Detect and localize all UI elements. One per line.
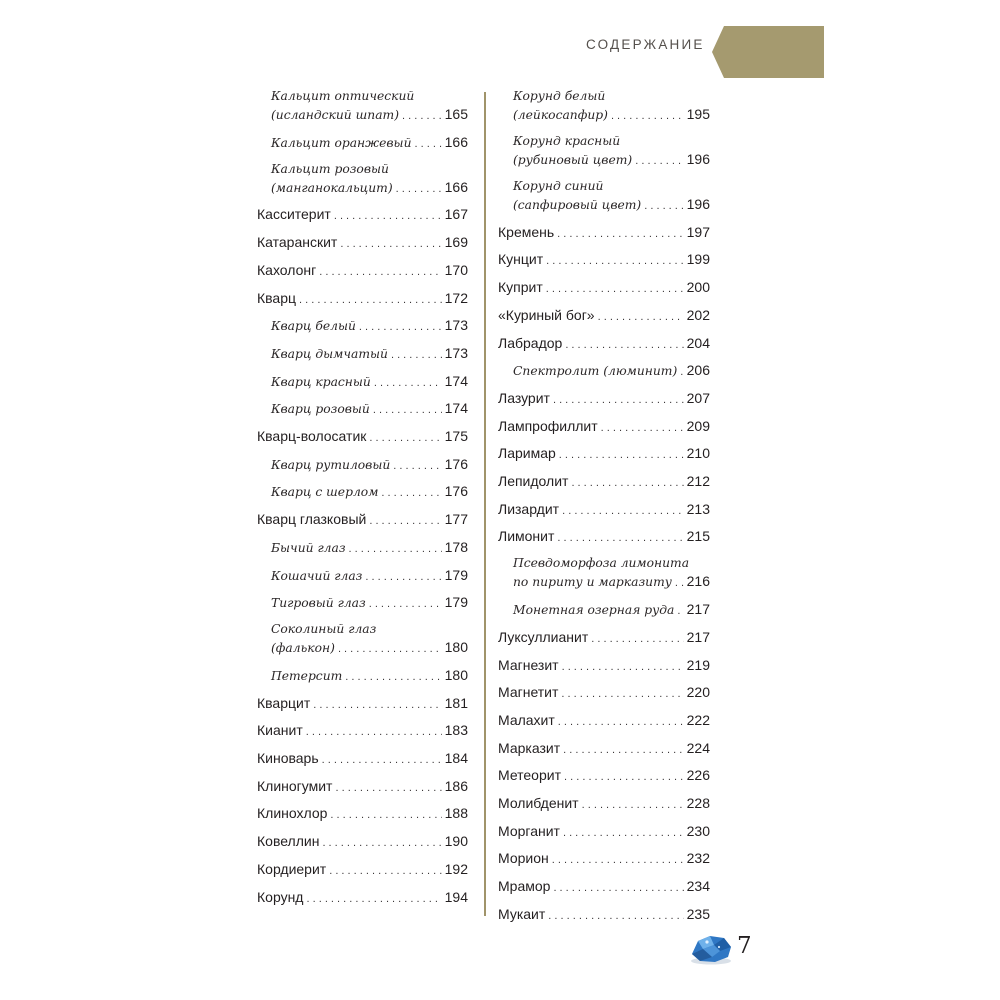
toc-entry-title: Кошачий глаз [271, 568, 363, 583]
dot-leader [611, 107, 684, 125]
toc-entry[interactable] [257, 233, 468, 253]
toc-entry-page: 184 [444, 750, 468, 766]
dot-leader [306, 723, 442, 741]
toc-entry-page: 217 [686, 601, 710, 618]
toc-entry[interactable] [498, 739, 710, 759]
blue-stone-icon [688, 932, 734, 966]
toc-entry-page: 228 [686, 795, 710, 811]
dot-leader [558, 713, 684, 731]
dot-leader [561, 685, 683, 703]
toc-entry-title: Лазурит [498, 389, 550, 406]
toc-entry-page: 194 [444, 888, 468, 905]
toc-entry-title: Кальцит оранжевый [271, 135, 412, 150]
toc-entry-title: Кварц с шерлом [271, 485, 379, 500]
toc-entry-title: Луксуллианит [498, 628, 589, 645]
dot-leader [319, 263, 441, 281]
toc-entry-line1: Корунд красный [513, 134, 621, 148]
toc-entry-title: Спектролит (люминит) [513, 364, 678, 379]
toc-entry[interactable] [257, 804, 468, 824]
toc-entry-page: 197 [686, 223, 710, 240]
dot-leader [396, 180, 442, 198]
toc-entry-line1: Корунд синий [513, 179, 604, 193]
toc-entry[interactable] [498, 278, 710, 298]
toc-entry[interactable] [498, 472, 710, 492]
toc-entry-title: Марказит [498, 739, 561, 756]
toc-entry-page: 172 [444, 289, 468, 306]
toc-entry[interactable] [271, 133, 468, 153]
toc-entry-title: Лепидолит [498, 473, 569, 489]
dot-leader [582, 796, 684, 814]
dot-leader [335, 779, 441, 797]
toc-entry-title: Катаранскит [257, 234, 338, 251]
toc-entry-title: Кордиерит [257, 860, 327, 877]
toc-entry[interactable] [257, 427, 468, 447]
dot-leader [548, 907, 683, 925]
dot-leader [601, 419, 684, 437]
toc-entry-page: 175 [444, 428, 468, 444]
dot-leader [553, 879, 683, 897]
toc-entry-page: 202 [686, 306, 710, 323]
toc-entry-title: Бычий глаз [271, 540, 346, 555]
toc-entry-title: Куприт [498, 279, 543, 296]
toc-entry-title: Кварц розовый [271, 402, 370, 417]
toc-entry[interactable] [513, 361, 710, 381]
toc-entry[interactable] [498, 527, 710, 547]
toc-entry-title: Кварц рутиловый [271, 457, 391, 472]
toc-entry-page: 186 [444, 777, 468, 794]
toc-entry[interactable] [257, 777, 468, 797]
toc-entry-page: 207 [686, 389, 710, 406]
dot-leader [349, 540, 442, 558]
toc-entry-page: 181 [444, 694, 468, 711]
dot-leader [571, 474, 683, 492]
dot-leader [393, 457, 441, 475]
dot-leader [562, 658, 684, 676]
toc-entry-title: Клинохлор [257, 805, 328, 822]
toc-entry[interactable] [513, 572, 710, 592]
toc-entry[interactable] [513, 105, 710, 125]
toc-entry-title: Кварц белый [271, 319, 356, 334]
toc-entry-page: 180 [444, 639, 468, 656]
toc-entry-page: 166 [444, 133, 468, 150]
toc-entry-page: 192 [444, 860, 468, 877]
toc-entry[interactable] [498, 306, 710, 326]
toc-entry[interactable] [271, 178, 468, 198]
toc-entry-page: 180 [444, 666, 468, 683]
toc-entry-page: 170 [444, 261, 468, 278]
toc-entry-line1: Соколиный глаз [271, 622, 377, 637]
dot-leader [322, 751, 442, 769]
dot-leader [564, 768, 684, 786]
toc-entry-page: 183 [444, 722, 468, 739]
toc-entry[interactable] [271, 538, 468, 558]
toc-entry-page: 179 [444, 594, 468, 611]
toc-entry-title: Лабрадор [498, 334, 563, 351]
header-tab-marker [712, 26, 824, 78]
toc-entry-title: Тигровый глаз [271, 596, 366, 611]
toc-entry-page: 165 [444, 106, 468, 122]
dot-leader [322, 834, 441, 852]
dot-leader [552, 851, 684, 869]
dot-leader [359, 318, 442, 336]
toc-entry[interactable] [271, 372, 468, 392]
toc-entry[interactable] [513, 195, 710, 215]
toc-entry-title: Кварц глазковый [257, 511, 367, 528]
toc-entry-line1: Псевдоморфоза лимонита [513, 556, 690, 571]
toc-entry-page: 212 [686, 473, 710, 489]
toc-entry-page: 199 [686, 251, 710, 268]
toc-entry[interactable] [257, 832, 468, 852]
dot-leader [345, 668, 441, 686]
toc-entry-page: 235 [686, 905, 710, 922]
dot-leader [591, 630, 683, 648]
toc-entry[interactable] [498, 711, 710, 731]
toc-entry-title: (манганокальцит) [271, 180, 393, 195]
dot-leader [553, 391, 684, 409]
dot-leader [369, 512, 441, 530]
toc-entry-title: Петерсит [271, 668, 343, 683]
toc-entry-title: (фалькон) [271, 641, 335, 656]
dot-leader [565, 336, 683, 354]
dot-leader [546, 280, 684, 298]
toc-entry[interactable] [498, 444, 710, 464]
toc-entry-page: 176 [444, 455, 468, 472]
toc-entry-title: «Куриный бог» [498, 306, 595, 323]
toc-entry-page: 177 [444, 511, 468, 528]
dot-leader [329, 862, 441, 880]
toc-entry-page: 217 [686, 628, 710, 645]
toc-entry-page: 226 [686, 767, 710, 784]
toc-entry-page: 234 [686, 878, 710, 895]
toc-entry-title: Кремень [498, 223, 555, 240]
toc-entry[interactable] [257, 261, 468, 281]
toc-entry-title: Кварц дымчатый [271, 346, 388, 361]
toc-entry[interactable] [257, 510, 468, 530]
toc-entry[interactable] [498, 389, 710, 409]
toc-entry-title: (лейкосапфир) [513, 108, 608, 122]
toc-entry[interactable] [271, 566, 468, 586]
toc-entry[interactable] [271, 638, 468, 658]
toc-entry-page: 178 [444, 538, 468, 555]
toc-entry-title: Магнетит [498, 684, 559, 701]
toc-entry[interactable] [257, 205, 468, 225]
toc-entry[interactable] [498, 223, 710, 243]
toc-entry[interactable] [498, 628, 710, 648]
toc-entry[interactable] [498, 417, 710, 437]
toc-entry-page: 232 [686, 850, 710, 867]
toc-entry[interactable] [498, 849, 710, 869]
dot-leader [340, 235, 441, 253]
dot-leader [546, 252, 684, 270]
toc-entry-page: 230 [686, 822, 710, 839]
toc-entry-page: 174 [444, 372, 468, 389]
toc-entry-page: 216 [686, 573, 710, 590]
toc-entry-title: Киноварь [257, 750, 319, 766]
toc-entry-title: Кварц [257, 289, 297, 306]
dot-leader [365, 568, 441, 586]
dot-leader [369, 429, 441, 447]
dot-leader [680, 363, 683, 381]
toc-entry[interactable] [498, 766, 710, 786]
toc-entry[interactable] [271, 455, 468, 475]
dot-leader [299, 291, 442, 309]
dot-leader [334, 207, 442, 225]
dot-leader [635, 152, 683, 170]
toc-entry-title: Клиногумит [257, 777, 333, 794]
toc-entry-title: Кахолонг [257, 261, 317, 278]
toc-entry[interactable] [498, 250, 710, 270]
dot-leader [559, 446, 684, 464]
toc-entry-title: Молибденит [498, 795, 579, 811]
toc-entry[interactable] [271, 344, 468, 364]
toc-entry-page: 179 [444, 566, 468, 583]
toc-entry[interactable] [257, 721, 468, 741]
toc-entry-page: 190 [444, 833, 468, 850]
toc-entry-page: 219 [686, 656, 710, 673]
toc-entry[interactable] [257, 289, 468, 309]
toc-entry[interactable] [271, 316, 468, 336]
toc-entry[interactable] [271, 105, 468, 125]
toc-entry-page: 173 [444, 344, 468, 361]
toc-entry-title: (исландский шпат) [271, 108, 399, 122]
toc-entry[interactable] [498, 500, 710, 520]
header-section-title: СОДЕРЖАНИЕ [586, 37, 705, 52]
toc-entry-page: 173 [444, 317, 468, 334]
toc-entry-title: Кварц-волосатик [257, 428, 367, 444]
dot-leader [338, 640, 442, 658]
toc-entry[interactable] [498, 822, 710, 842]
toc-entry-page: 174 [444, 400, 468, 417]
toc-entry[interactable] [498, 334, 710, 354]
dot-leader [313, 696, 441, 714]
dot-leader [562, 502, 684, 520]
toc-entry-title: Малахит [498, 711, 555, 728]
toc-entry-title: Ковеллин [257, 833, 320, 850]
dot-leader [391, 346, 442, 364]
toc-entry-title: Лимонит [498, 528, 555, 545]
toc-entry-title: Лампрофиллит [498, 417, 598, 434]
toc-entry-title: Монетная озерная руда [513, 603, 675, 618]
dot-leader [563, 824, 684, 842]
toc-entry-line1: Кальцит розовый [271, 161, 389, 176]
toc-entry-page: 167 [444, 206, 468, 223]
toc-entry-page: 209 [686, 417, 710, 434]
toc-entry-page: 222 [686, 711, 710, 728]
toc-entry-page: 166 [444, 178, 468, 195]
toc-entry-page: 169 [444, 234, 468, 251]
toc-entry-page: 188 [444, 805, 468, 822]
toc-entry-page: 210 [686, 445, 710, 462]
toc-entry[interactable] [498, 905, 710, 925]
toc-entry-page: 215 [686, 528, 710, 545]
toc-entry[interactable] [513, 600, 710, 620]
toc-entry[interactable] [513, 150, 710, 170]
toc-entry-page: 206 [686, 362, 710, 379]
toc-entry-title: (сапфировый цвет) [513, 198, 642, 212]
toc-entry[interactable] [257, 694, 468, 714]
toc-entry-title: Мрамор [498, 878, 551, 895]
dot-leader [644, 197, 683, 215]
toc-entry-title: Метеорит [498, 767, 561, 784]
toc-entry-page: 195 [686, 106, 710, 122]
toc-entry-title: Кианит [257, 722, 303, 739]
toc-entry-page: 224 [686, 739, 710, 756]
toc-entry-title: по пириту и марказиту [513, 575, 672, 590]
column-divider [484, 92, 486, 916]
toc-entry[interactable] [498, 683, 710, 703]
toc-entry-title: Корунд [257, 888, 304, 905]
toc-entry-title: (рубиновый цвет) [513, 153, 633, 167]
toc-entry[interactable] [498, 877, 710, 897]
toc-entry-line1: Кальцит оптический [271, 89, 415, 103]
toc-entry[interactable] [257, 749, 468, 769]
dot-leader [415, 135, 442, 153]
toc-entry-page: 196 [686, 196, 710, 212]
toc-entry-title: Кварцит [257, 694, 311, 711]
toc-entry-title: Ларимар [498, 445, 556, 462]
toc-entry[interactable] [257, 888, 468, 908]
toc-entry[interactable] [498, 794, 710, 814]
dot-leader [675, 574, 684, 592]
toc-entry[interactable] [271, 666, 468, 686]
toc-entry[interactable] [498, 656, 710, 676]
dot-leader [598, 308, 684, 326]
toc-entry-title: Морион [498, 850, 549, 867]
toc-entry-title: Касситерит [257, 206, 331, 223]
dot-leader [402, 107, 442, 125]
toc-entry-title: Магнезит [498, 656, 559, 673]
toc-entry-line1: Корунд белый [513, 89, 606, 103]
toc-entry-page: 220 [686, 684, 710, 701]
dot-leader [330, 806, 441, 824]
toc-entry-title: Морганит [498, 822, 560, 839]
toc-entry-title: Лизардит [498, 500, 560, 517]
toc-entry[interactable] [271, 482, 468, 502]
toc-entry-title: Кунцит [498, 251, 544, 268]
page-number: 7 [737, 933, 752, 959]
dot-leader [373, 401, 442, 419]
toc-entry[interactable] [257, 860, 468, 880]
dot-leader [557, 529, 683, 547]
dot-leader [563, 741, 684, 759]
dot-leader [374, 374, 442, 392]
toc-entry[interactable] [271, 593, 468, 613]
toc-entry-page: 213 [686, 500, 710, 517]
dot-leader [677, 602, 683, 620]
toc-entry-title: Кварц красный [271, 374, 371, 389]
toc-entry-page: 200 [686, 279, 710, 296]
toc-entry-title: Мукаит [498, 905, 546, 922]
toc-entry[interactable] [271, 399, 468, 419]
dot-leader [369, 595, 442, 613]
toc-entry-page: 196 [686, 151, 710, 167]
toc-entry-page: 176 [444, 483, 468, 500]
toc-entry-page: 204 [686, 334, 710, 351]
dot-leader [381, 484, 441, 502]
dot-leader [557, 225, 683, 243]
dot-leader [306, 890, 441, 908]
